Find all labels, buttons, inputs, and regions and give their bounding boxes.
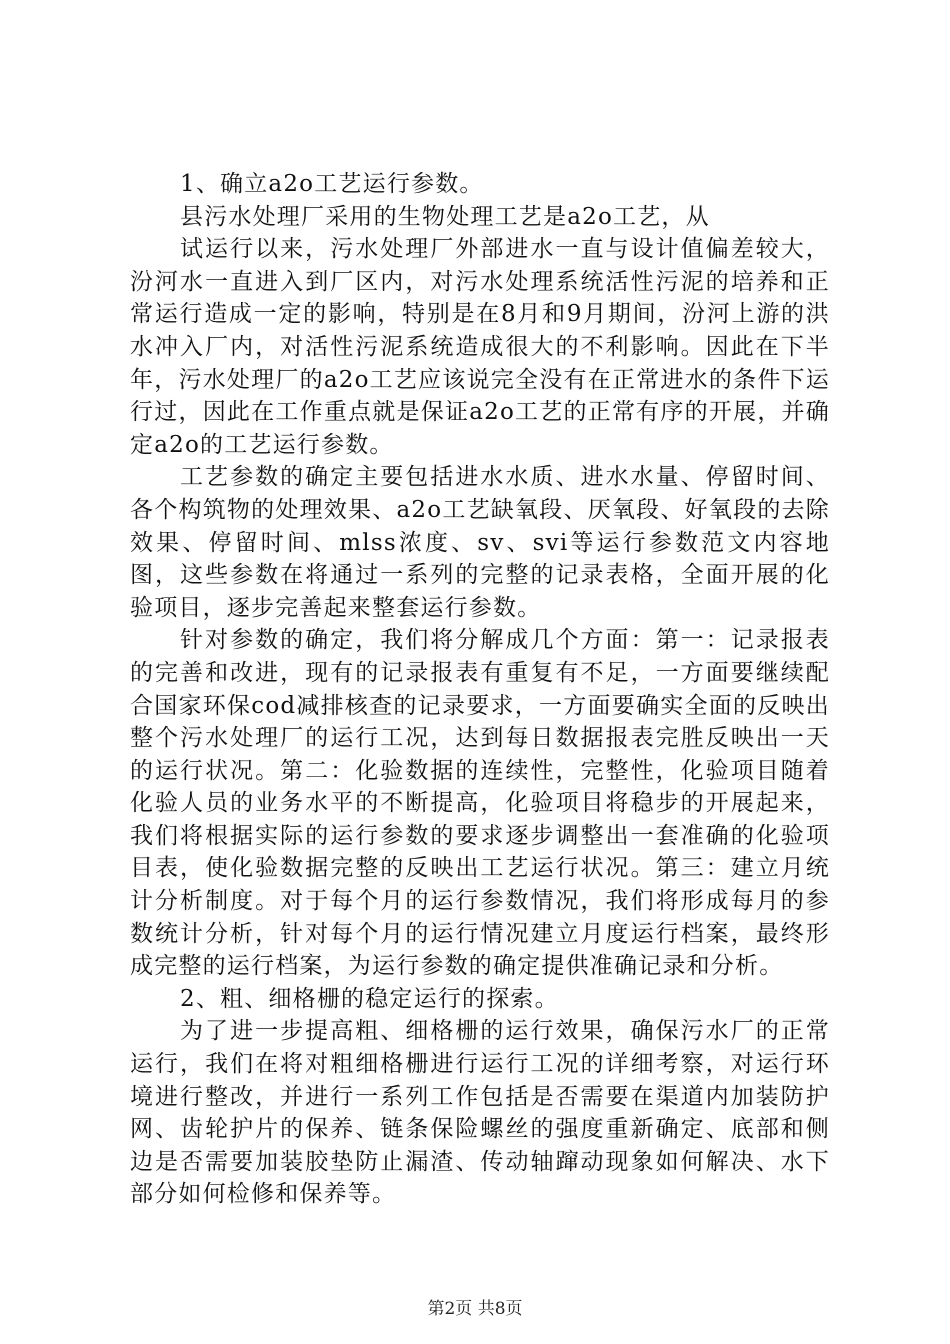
section-heading-2: 2、粗、细格栅的稳定运行的探索。 xyxy=(180,985,559,1012)
paragraph-grille: 为了进一步提高粗、细格栅的运行效果，确保污水厂的正常运行，我们在将对粗细格栅进行运行工况的详细考察，对运行环境进行整改，并进行一系列工作包括是否需要在渠道内加装防护网、齿轮护片的保养、链条保险螺丝的强度重新确定、底部和侧边是否需要加装胶垫防止漏渣、传动轴蹿动现象如何解决、水下部分如何检修和保养等。 xyxy=(130,1018,830,1208)
paragraph-plan: 针对参数的确定，我们将分解成几个方面：第一：记录报表的完善和改进，现有的记录报表有重复有不足，一方面要继续配合国家环保cod减排核查的记录要求，一方面要确实全面的反映出整个污水处理厂的运行工况，达到每日数据报表完胜反映出一天的运行状况。第二：化验数据的连续性，完整性，化验项目随着化验人员的业务水平的不断提高，化验项目将稳步的开展起来，我们将根据实际的运行参数的要求逐步调整出一套准确的化验项目表，使化验数据完整的反映出工艺运行状况。第三：建立月统计分析制度。对于每个月的运行参数情况，我们将形成每月的参数统计分析，针对每个月的运行情况建立月度运行档案，最终形成完整的运行档案，为运行参数的确定提供准确记录和分析。 xyxy=(130,627,830,980)
paragraph-intro: 县污水处理厂采用的生物处理工艺是a2o工艺，从 xyxy=(180,203,710,230)
paragraph-parameters: 工艺参数的确定主要包括进水水质、进水水量、停留时间、各个构筑物的处理效果、a2o工艺缺氧段、厌氧段、好氧段的去除效果、停留时间、mlss浓度、sv、svi等运行参数范文内容地图，这些参数在将通过一系列的完整的记录表格，全面开展的化验项目，逐步完善起来整套运行参数。 xyxy=(130,464,830,621)
section-heading-1: 1、确立a2o工艺运行参数。 xyxy=(180,171,484,197)
page-number: 第2页 共8页 xyxy=(427,1299,523,1319)
document-body xyxy=(130,168,830,1211)
paragraph-trial-run: 试运行以来，污水处理厂外部进水一直与设计值偏差较大，汾河水一直进入到厂区内，对污水处理系统活性污泥的培养和正常运行造成一定的影响，特别是在8月和9月期间，汾河上游的洪水冲入厂内，对活性污泥系统造成很大的不利影响。因此在下半年，污水处理厂的a2o工艺应该说完全没有在正常进水的条件下运行过，因此在工作重点就是保证a2o工艺的正常有序的开展，并确定a2o的工艺运行参数。 xyxy=(130,236,830,458)
